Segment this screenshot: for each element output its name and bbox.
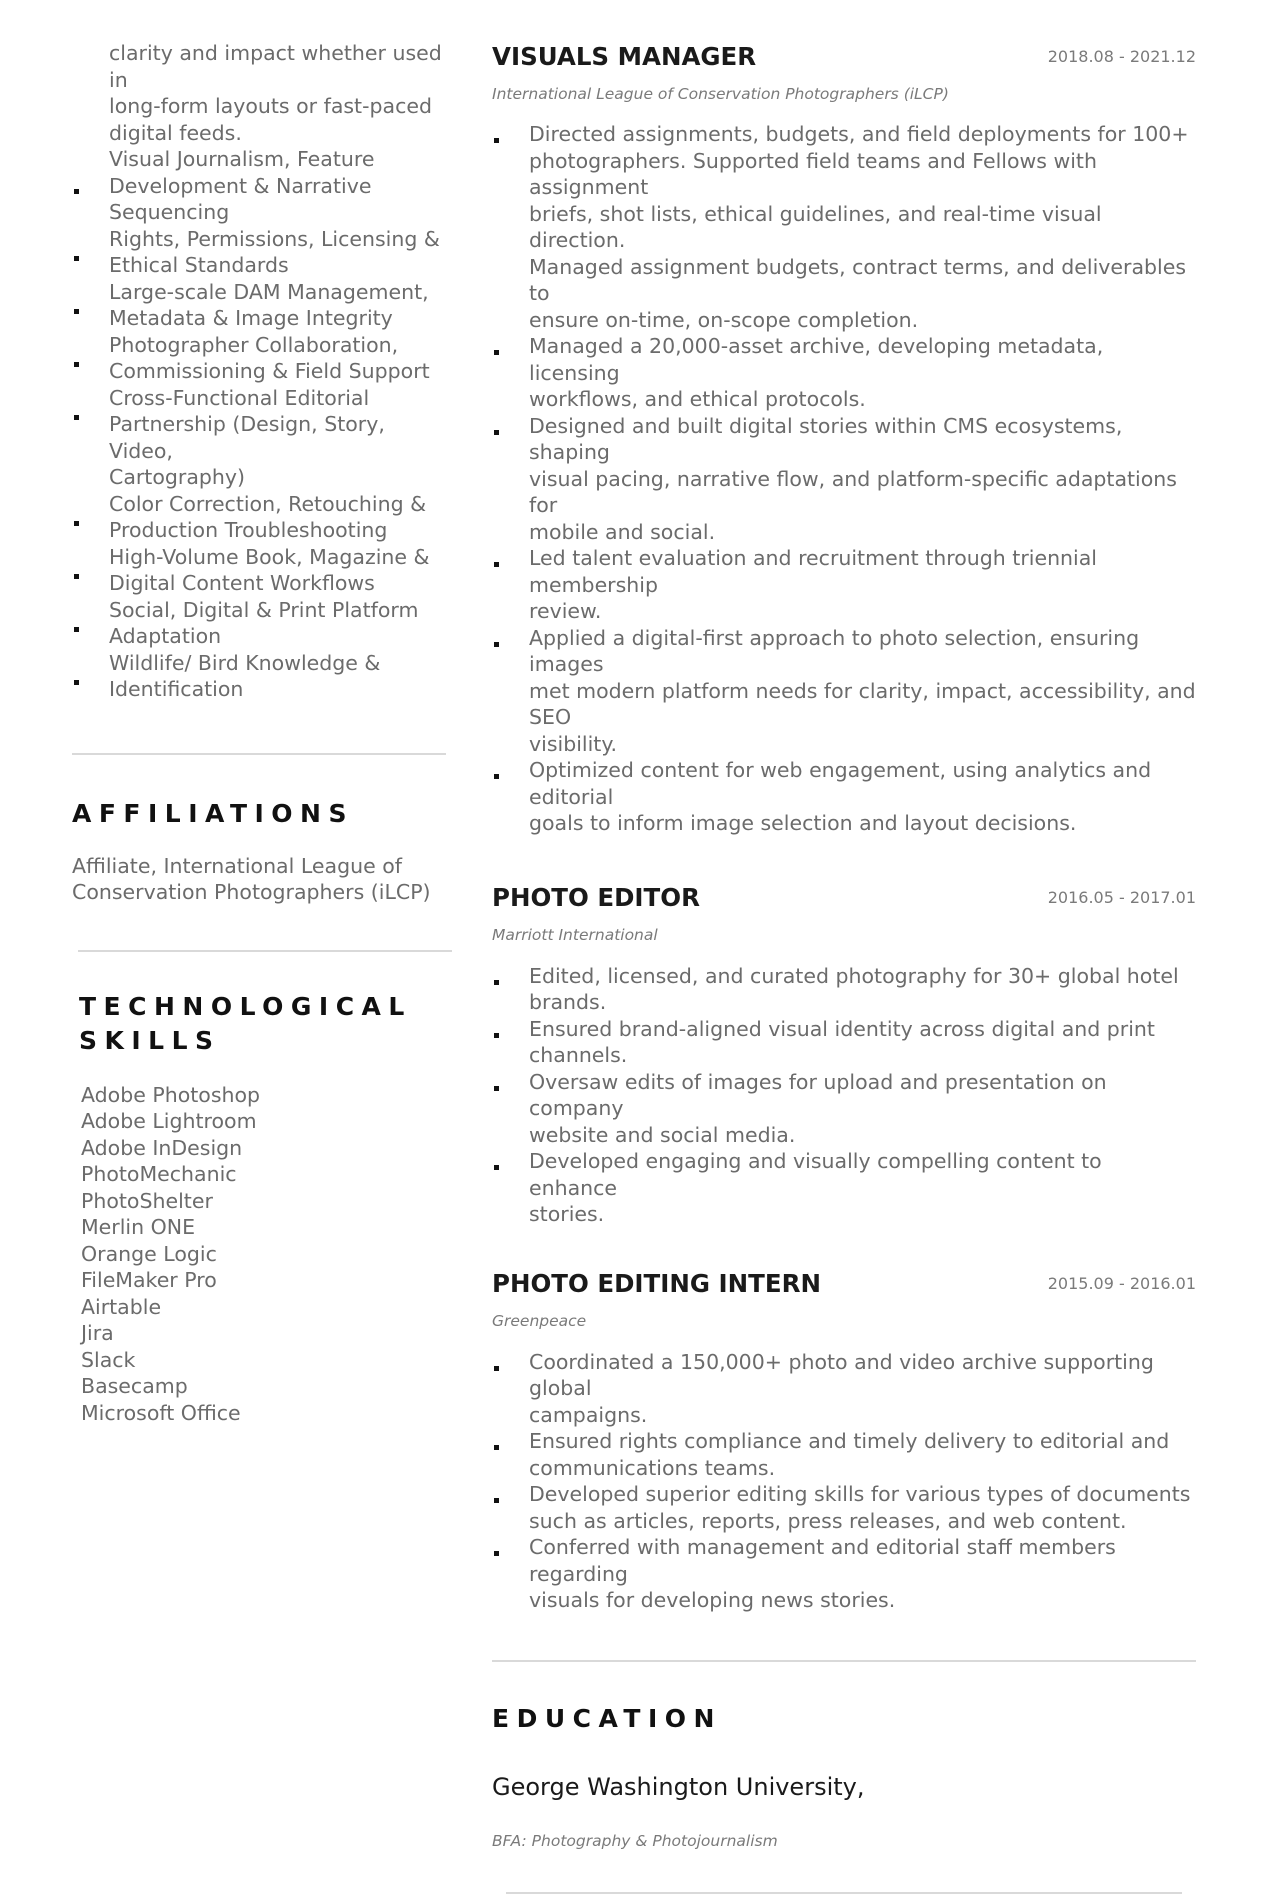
left-column [72,40,452,1426]
job-bullets [492,121,1196,837]
job-bullet: Edited, licensed, and curated photography for 30+ global hotel brands. [492,963,1196,1016]
skill-continuation [72,40,452,146]
skill-item: Cross-Functional Editorial Partnership (Design, Story, Video, Cartography) [72,385,452,491]
tech-skill: Adobe Photoshop [81,1082,261,1107]
skill-item: Wildlife/ Bird Knowledge & Identification [72,650,452,703]
skill-item: Visual Journalism, Feature Development & Narrative Sequencing [72,146,452,226]
skill-item: Rights, Permissions, Licensing & Ethical Standards [72,226,452,279]
tech-skill: Orange Logic [81,1241,217,1266]
skill-item: Color Correction, Retouching & Production Troubleshooting [72,491,452,544]
job-photo-editor [492,883,1196,1228]
bullet-icon [74,189,79,194]
divider [506,1892,1182,1894]
divider [78,950,452,952]
tech-skill: Adobe Lightroom [81,1109,257,1133]
bullet-icon [494,430,499,435]
affiliations-heading: AFFILIATIONS [72,798,354,828]
right-column [492,40,1196,1894]
affiliations-text: Affiliate, International League of Conservation Photographers (iLCP) [72,853,431,904]
bullet-icon [494,1551,499,1556]
job-bullet: Ensured brand-aligned visual identity across digital and print channels. [492,1016,1196,1069]
bullet-icon [494,562,499,567]
job-bullet: Optimized content for web engagement, using analytics and editorial goals to inform image selection and layout decisions. [492,757,1196,837]
bullet-icon [494,138,499,143]
job-bullet: Designed and built digital stories within CMS ecosystems, shaping visual pacing, narrative flow, and platform-specific adaptations for mobile and social. [492,413,1196,546]
skill-item: Social, Digital & Print Platform Adaptation [72,597,452,650]
bullet-icon [74,362,79,367]
bullet-icon [494,980,499,985]
skill-item: Photographer Collaboration, Commissioning & Field Support [72,332,452,385]
job-bullet: Ensured rights compliance and timely delivery to editorial and communications teams. [492,1428,1196,1481]
bullet-icon [494,642,499,647]
job-visuals-manager [492,42,1196,837]
education-degree: BFA: Photography & Photojournalism [492,1831,778,1850]
job-bullets [492,963,1196,1228]
tech-skill: Basecamp [81,1374,188,1398]
bullet-icon [494,1498,499,1503]
tech-skill: PhotoMechanic [81,1162,237,1186]
job-dates: 2016.05 - 2017.01 [1047,887,1196,907]
tech-skill: Microsoft Office [81,1400,241,1425]
job-title: VISUALS MANAGER [492,42,757,71]
tech-skill: PhotoShelter [81,1188,213,1213]
tech-skill: Airtable [81,1294,162,1319]
skill-line: digital feeds. [109,120,242,145]
bullet-icon [74,256,79,261]
job-title: PHOTO EDITOR [492,882,700,912]
bullet-icon [74,309,79,314]
job-bullet: Conferred with management and editorial staff members regarding visuals for developing news stories. [492,1534,1196,1614]
job-dates: 2015.09 - 2016.01 [1047,1273,1196,1293]
bullet-icon [74,574,79,579]
bullet-icon [74,521,79,526]
job-organization: International League of Conservation Photographers (iLCP) [492,85,949,103]
education-heading: EDUCATION [492,1703,722,1733]
tech-heading: TECHNOLOGICAL SKILLS [79,991,412,1055]
tech-skill: FileMaker Pro [81,1268,217,1292]
tech-skill: Merlin ONE [81,1215,196,1239]
job-dates: 2018.08 - 2021.12 [1047,47,1196,66]
job-bullet: Managed a 20,000-asset archive, developing metadata, licensing workflows, and ethical protocols. [492,333,1196,413]
bullet-icon [74,415,79,420]
job-photo-editing-intern [492,1269,1196,1614]
tech-skills-list [81,1082,452,1427]
bullet-icon [74,627,79,632]
tech-skill: Slack [81,1347,136,1372]
bullet-icon [494,1445,499,1450]
job-organization: Greenpeace [492,1311,587,1330]
bullet-icon [494,1366,499,1371]
job-title: PHOTO EDITING INTERN [492,1268,821,1298]
job-organization: Marriott International [492,925,658,944]
skill-item: High-Volume Book, Magazine & Digital Content Workflows [72,544,452,597]
skill-line: clarity and impact whether used in [109,41,442,92]
job-bullets [492,1349,1196,1614]
job-bullet: Developed superior editing skills for various types of documents such as articles, reports, press releases, and web content. [492,1481,1196,1534]
tech-skill: Jira [81,1321,114,1345]
bullet-icon [494,1165,499,1170]
skill-line: long-form layouts or fast-paced [109,94,432,118]
skills-list [72,40,452,703]
divider [72,753,446,755]
education-school: George Washington University, [492,1772,865,1801]
bullet-icon [494,1033,499,1038]
bullet-icon [494,350,499,355]
divider [492,1660,1196,1662]
job-bullet: Directed assignments, budgets, and field deployments for 100+ photographers. Supported field teams and Fellows with assignment briefs, shot lists, ethical guidelines, and real-time visual direction. Managed assignment budgets, contract terms, and deliverables to ensure on-time, on-scope completion. [492,121,1196,333]
bullet-icon [74,680,79,685]
job-bullet: Applied a digital-first approach to photo selection, ensuring images met modern platform needs for clarity, impact, accessibility, and SEO visibility. [492,625,1196,758]
tech-skill: Adobe InDesign [81,1135,243,1160]
bullet-icon [494,1086,499,1091]
skill-item: Large-scale DAM Management, Metadata & Image Integrity [72,279,452,332]
bullet-icon [494,774,499,779]
job-bullet: Oversaw edits of images for upload and presentation on company website and social media. [492,1069,1196,1149]
job-bullet: Developed engaging and visually compelling content to enhance stories. [492,1148,1196,1228]
job-bullet: Coordinated a 150,000+ photo and video archive supporting global campaigns. [492,1349,1196,1429]
job-bullet: Led talent evaluation and recruitment through triennial membership review. [492,545,1196,625]
